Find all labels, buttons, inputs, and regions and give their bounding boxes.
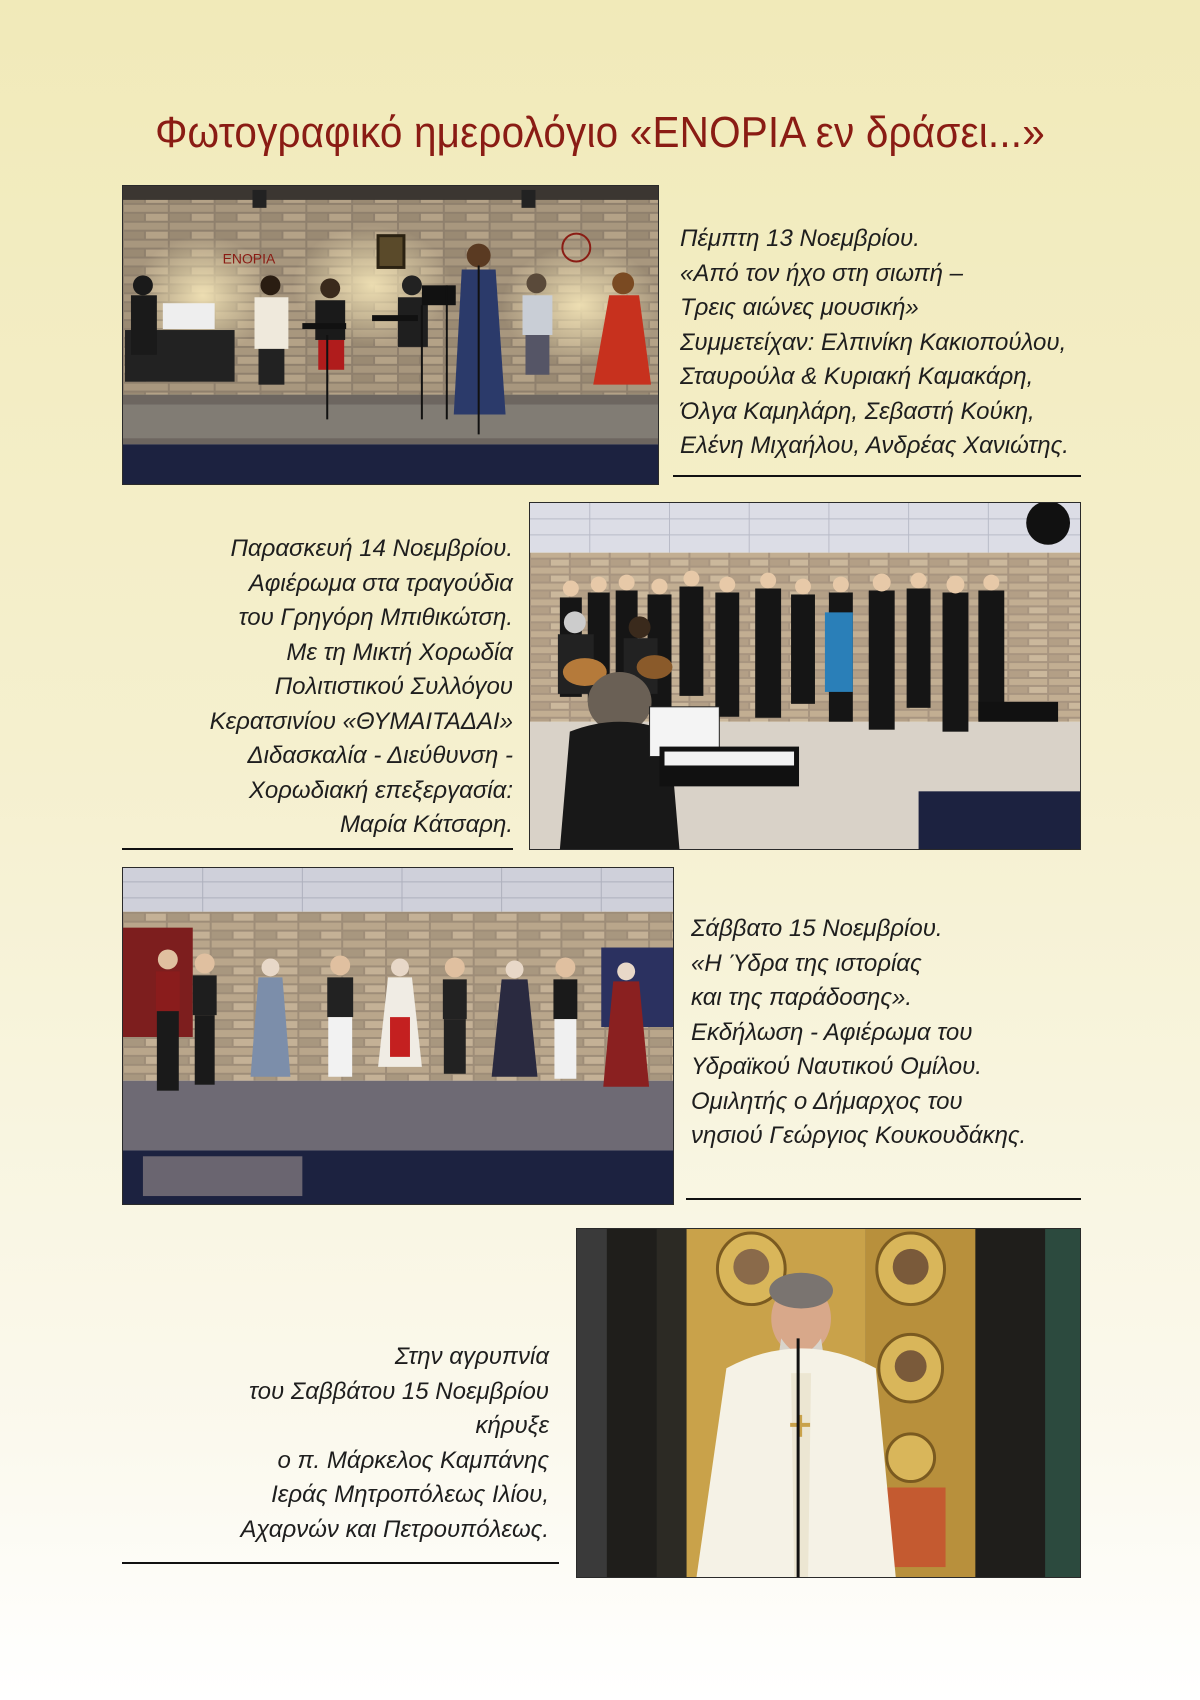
divider-rule [686,1198,1081,1200]
page-title: Φωτογραφικό ημερολόγιο «ΕΝΟΡΙΑ εν δράσει...» [155,108,1045,157]
caption-line: του Γρηγόρη Μπιθικώτση. [238,604,513,631]
caption-line: Όλγα Καμηλάρη, Σεβαστή Κούκη, [680,397,1035,425]
caption-line: Σάββατο 15 Νοεμβρίου. [691,915,943,942]
caption-line: Διδασκαλία - Διεύθυνση - [247,742,513,769]
caption-line: «Από τον ήχο στη σιωπή – [680,259,963,287]
divider-rule [122,1562,559,1564]
photo-banner-text: ΕΝΟΡΙΑ [222,250,276,267]
caption-line: νησιού Γεώργιος Κουκουδάκης. [691,1122,1027,1149]
concert-photo [122,185,659,485]
event-caption-4 [150,1340,549,1547]
caption-line: Ομιλητής ο Δήμαρχος του [691,1087,963,1115]
caption-line: Κερατσινίου «ΘΥΜΑΙΤΑΔΑΙ» [209,707,513,735]
caption-line: Ελένη Μιχαήλου, Ανδρέας Χανιώτης. [680,432,1069,459]
caption-line: κήρυξε [475,1412,549,1439]
caption-line: Εκδήλωση - Αφιέρωμα του [691,1018,973,1046]
caption-line: Παρασκευή 14 Νοεμβρίου. [230,535,513,562]
caption-line: και της παράδοσης». [691,984,913,1011]
caption-line: Αχαρνών και Πετρουπόλεως. [240,1515,549,1543]
caption-line: Μαρία Κάτσαρη. [339,811,513,838]
caption-line: ο π. Μάρκελος Καμπάνης [277,1446,549,1474]
caption-line: Αφιέρωμα στα τραγούδια [248,569,513,597]
caption-line: Πέμπτη 13 Νοεμβρίου. [680,225,920,252]
caption-line: Υδραϊκού Ναυτικού Ομίλου. [691,1053,982,1080]
caption-line: «Η Ύδρα της ιστορίας [691,949,922,977]
hydra-dance-photo [122,867,674,1205]
event-caption-2 [150,532,513,843]
divider-rule [673,475,1081,477]
caption-line: Με τη Μικτή Χορωδία [286,638,513,666]
caption-line: Πολιτιστικού Συλλόγου [274,673,513,700]
caption-line: Τρεις αιώνες μουσική» [680,294,919,321]
caption-line: Συμμετείχαν: Ελπινίκη Κακιοπούλου, [680,328,1067,356]
caption-line: του Σαββάτου 15 Νοεμβρίου [249,1377,549,1405]
event-caption-3 [691,912,1026,1154]
choir-photo [529,502,1081,850]
caption-line: Σταυρούλα & Κυριακή Καμακάρη, [680,363,1034,390]
caption-line: Χορωδιακή επεξεργασία: [248,776,513,804]
caption-line: Ιεράς Μητροπόλεως Ιλίου, [271,1481,549,1508]
divider-rule [122,848,513,850]
priest-sermon-photo [576,1228,1081,1578]
event-caption-1 [680,222,1069,464]
caption-line: Στην αγρυπνία [394,1343,549,1370]
